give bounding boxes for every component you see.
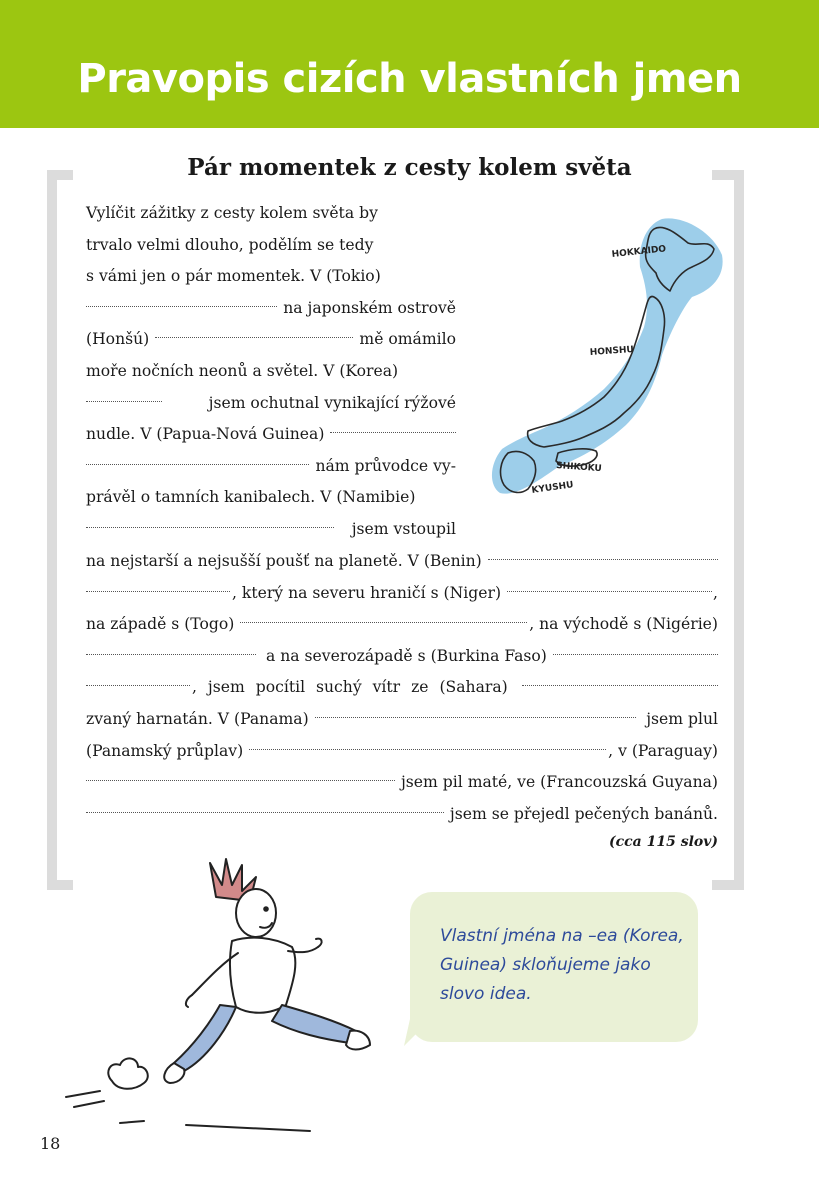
text-segment: právěl o tamních kanibalech. V (Namibie) — [86, 488, 416, 507]
text-line — [86, 641, 718, 673]
header-banner — [0, 0, 819, 128]
word-count: (cca 115 slov) — [608, 834, 718, 850]
text-line — [86, 451, 456, 483]
answer-blank-honsu[interactable] — [155, 336, 353, 338]
map-label-hokkaido: HOKKAIDO — [611, 244, 667, 260]
exercise-subtitle: Pár momentek z cesty kolem světa — [187, 154, 632, 181]
text-segment: zvaný harnatán. V (Panama) — [86, 709, 309, 728]
map-label-shikoku: SHIKOKU — [555, 461, 603, 475]
answer-blank-nigerie[interactable] — [86, 653, 256, 655]
running-boy-illustration — [60, 855, 380, 1140]
text-segment: (Honšú) — [86, 330, 150, 349]
text-segment: na západě s (Togo) — [86, 615, 235, 634]
text-segment: nudle. V (Papua-Nová Guinea) — [86, 425, 325, 444]
text-segment: na nejstarší a nejsušší poušť na planetě. V (Benin) — [86, 552, 482, 570]
answer-blank-korea[interactable] — [86, 400, 162, 402]
text-segment: , — [713, 583, 718, 602]
text-segment: nám průvodce vy- — [315, 456, 456, 475]
text-segment: jsem se přejedl pečených banánů. — [449, 804, 718, 823]
answer-blank-sahara[interactable] — [522, 684, 718, 686]
answer-blank-burkina-2[interactable] — [86, 684, 190, 686]
text-segment: jsem plul — [646, 709, 718, 728]
text-line — [86, 419, 456, 451]
text-segment: na japonském ostrově — [283, 298, 456, 317]
map-label-kyushu: KYUSHU — [531, 480, 575, 496]
head — [236, 889, 276, 937]
motion-lines — [66, 1091, 310, 1131]
text-segment: jsem vstoupil — [351, 519, 456, 538]
text-segment: , který na severu hraničí s (Niger) — [232, 583, 502, 602]
answer-blank-panama[interactable] — [315, 716, 637, 718]
text-line — [86, 672, 718, 704]
text-segment: mě omámilo — [359, 330, 456, 349]
text-line — [86, 388, 456, 420]
text-line — [86, 578, 718, 610]
text-line — [86, 230, 456, 262]
japan-map — [486, 205, 726, 505]
text-segment: Vylíčit zážitky z cesty kolem světa by — [86, 204, 378, 222]
left-bracket — [47, 170, 73, 890]
text-line — [86, 261, 456, 293]
answer-blank-pruplav[interactable] — [249, 748, 606, 750]
shoe-front — [346, 1031, 370, 1050]
answer-blank-burkina[interactable] — [553, 653, 718, 655]
text-segment: jsem ochutnal vynikající rýžové — [208, 393, 456, 412]
text-segment: , jsem pocítil suchý vítr ze (Sahara) — [192, 678, 508, 697]
text-segment: a na severozápadě s (Burkina Faso) — [266, 646, 547, 665]
answer-blank-paraguay[interactable] — [86, 779, 395, 781]
text-segment: jsem pil maté, ve (Francouzská Guyana) — [400, 773, 718, 792]
text-line — [86, 482, 456, 514]
shirt — [230, 938, 295, 1013]
map-label-honshu: HONSHU — [589, 344, 635, 358]
text-line — [86, 514, 456, 546]
text-segment: moře nočních neonů a světel. V (Korea) — [86, 361, 399, 380]
text-segment: , v (Paraguay) — [608, 741, 718, 760]
answer-blank-papua-2[interactable] — [86, 463, 309, 465]
bubble-tail — [402, 1010, 432, 1050]
text-line — [86, 356, 456, 388]
text-line — [86, 546, 718, 578]
tip-bubble — [410, 892, 698, 1042]
exercise-text-wide — [86, 546, 718, 830]
text-segment: (Panamský průplav) — [86, 741, 244, 760]
text-segment: trvalo velmi dlouho, podělím se tedy — [86, 235, 374, 254]
dust-cloud — [108, 1058, 147, 1088]
answer-blank-togo[interactable] — [240, 621, 527, 623]
page-number: 18 — [40, 1134, 61, 1153]
text-segment: s vámi jen o pár momentek. V (Tokio) — [86, 267, 381, 286]
answer-blank-guyana[interactable] — [86, 811, 444, 813]
exercise-text-narrow — [86, 198, 456, 546]
answer-blank-benin-2[interactable] — [86, 590, 230, 592]
text-line — [86, 736, 718, 768]
text-segment: , na východě s (Nigérie) — [529, 615, 718, 634]
tip-text: Vlastní jména na –ea (Korea, Guinea) skloňujeme jako slovo idea. — [440, 926, 684, 1004]
text-line — [86, 324, 456, 356]
page-title: Pravopis cizích vlastních jmen — [77, 56, 742, 102]
answer-blank-niger[interactable] — [507, 590, 712, 592]
text-line — [86, 704, 718, 736]
text-line — [86, 609, 718, 641]
answer-blank-namibie[interactable] — [86, 526, 334, 528]
text-line — [86, 293, 456, 325]
answer-blank-benin[interactable] — [488, 558, 718, 560]
answer-blank-papua[interactable] — [330, 431, 456, 433]
text-line — [86, 799, 718, 831]
text-line — [86, 198, 456, 230]
trousers — [174, 1005, 356, 1071]
text-line — [86, 767, 718, 799]
answer-blank-tokio[interactable] — [86, 305, 277, 307]
